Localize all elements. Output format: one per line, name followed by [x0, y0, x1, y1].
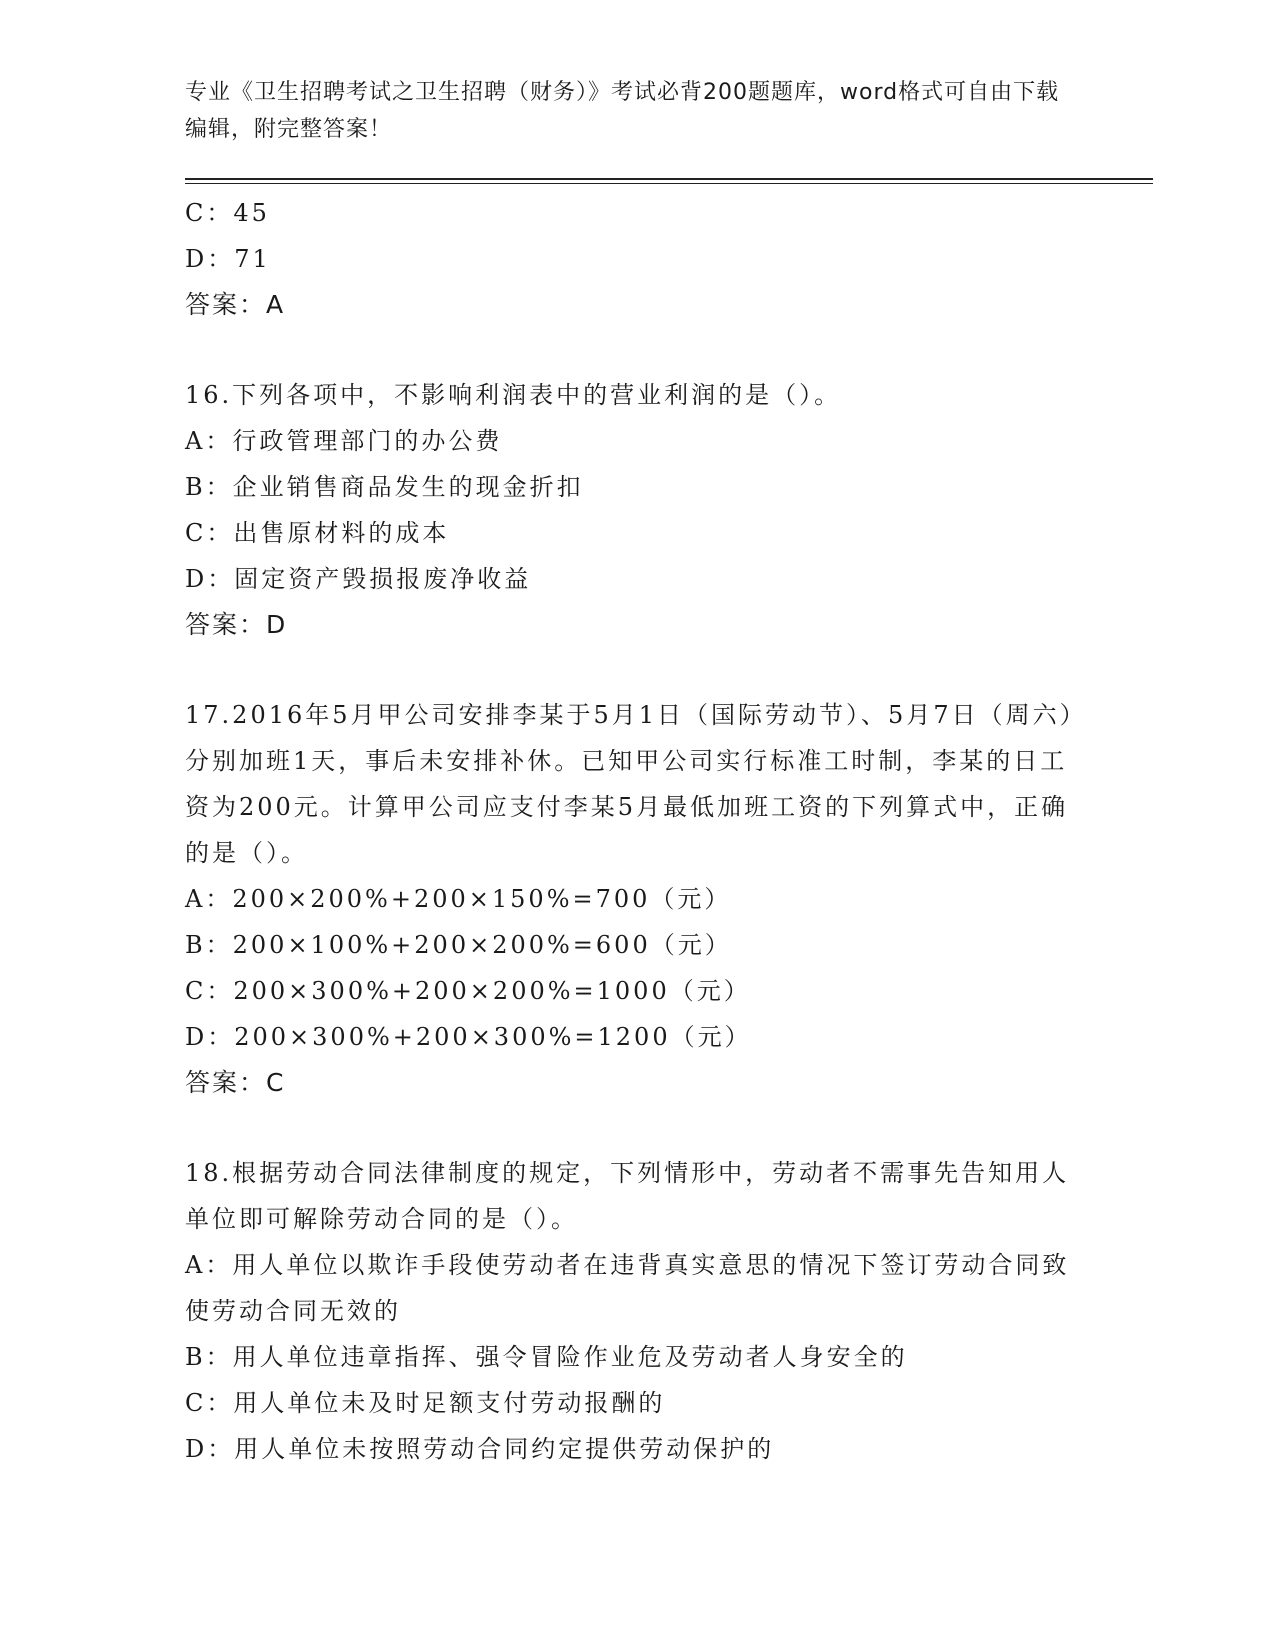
page-header: 专业《卫生招聘考试之卫生招聘（财务）》考试必背200题题库，word格式可自由下载编辑，附完整答案！: [185, 80, 1060, 142]
question-17: [185, 692, 1085, 1106]
option-a: A：行政管理部门的办公费: [185, 427, 503, 455]
option-d: D：用人单位未按照劳动合同约定提供劳动保护的: [185, 1435, 775, 1463]
option-a: A：用人单位以欺诈手段使劳动者在违背真实意思的情况下签订劳动合同致使劳动合同无效的: [185, 1251, 1070, 1325]
answer: 答案：A: [185, 290, 286, 319]
option-d: D：71: [185, 245, 271, 273]
option-c: C：用人单位未及时足额支付劳动报酬的: [185, 1389, 666, 1417]
option-c: C：45: [185, 199, 270, 227]
question-text: 18.根据劳动合同法律制度的规定，下列情形中，劳动者不需事先告知用人单位即可解除劳动合同的是（）。: [185, 1159, 1070, 1233]
question-16: [185, 372, 1085, 648]
question-18: [185, 1150, 1085, 1472]
question-text: 17.2016年5月甲公司安排李某于5月1日（国际劳动节）、5月7日（周六）分别加班1天，事后未安排补休。已知甲公司实行标准工时制，李某的日工资为200元。计算甲公司应支付李某5月最低加班工资的下列算式中，正确的是（）。: [185, 701, 1075, 867]
answer: 答案：C: [185, 1068, 286, 1097]
option-b: B：企业销售商品发生的现金折扣: [185, 473, 584, 501]
header-divider-thin: [185, 183, 1153, 184]
option-b: B：用人单位违章指挥、强令冒险作业危及劳动者人身安全的: [185, 1343, 908, 1371]
option-d: D：200×300%+200×300%=1200（元）: [185, 1023, 752, 1051]
option-b: B：200×100%+200×200%=600（元）: [185, 931, 732, 959]
option-a: A：200×200%+200×150%=700（元）: [185, 885, 732, 913]
option-c: C：出售原材料的成本: [185, 519, 450, 547]
option-c: C：200×300%+200×200%=1000（元）: [185, 977, 751, 1005]
document-body: [185, 190, 1085, 1472]
header-divider: [185, 178, 1153, 180]
answer: 答案：D: [185, 610, 288, 639]
question-text: 16.下列各项中，不影响利润表中的营业利润的是（）。: [185, 381, 842, 409]
option-d: D：固定资产毁损报废净收益: [185, 565, 532, 593]
